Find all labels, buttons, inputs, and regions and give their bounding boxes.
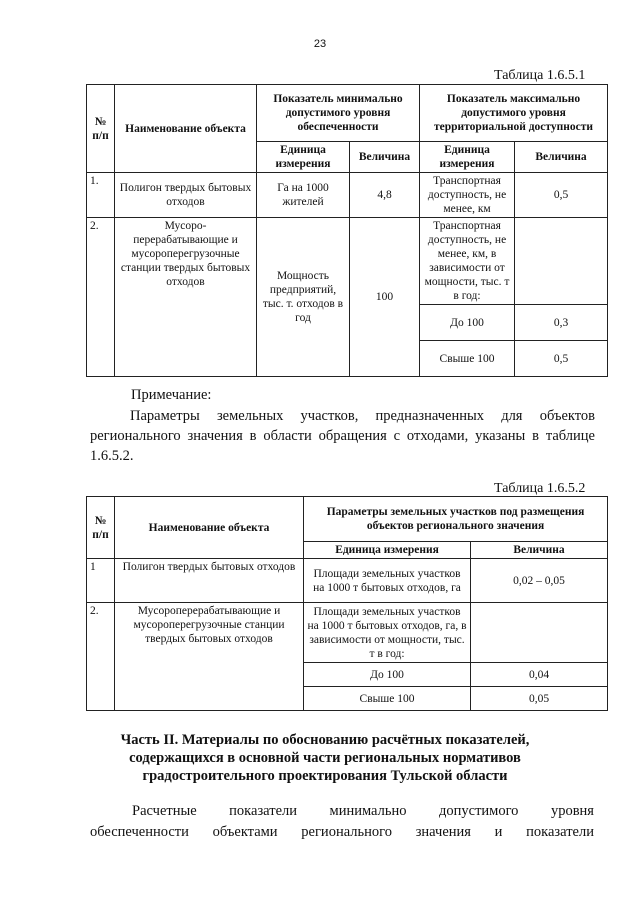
table2-caption: Таблица 1.6.5.2 xyxy=(494,481,586,496)
word: значения xyxy=(415,824,471,840)
row-unit: Площади земельных участков на 1000 т бытовых отходов, га xyxy=(304,559,471,603)
table1-header-max: Показатель максимально допустимого уровня территориальной доступности xyxy=(420,85,608,142)
table-row xyxy=(87,173,608,218)
row-name: Полигон твердых бытовых отходов xyxy=(115,173,257,218)
row-name: Полигон твердых бытовых отходов xyxy=(115,559,304,603)
row-num: 2. xyxy=(87,218,115,377)
word: уровня xyxy=(550,803,594,819)
table1-caption: Таблица 1.6.5.1 xyxy=(494,68,586,83)
table2-header-num: № п/п xyxy=(87,497,115,559)
row-min-unit: Мощность предприятий, тыс. т. отходов в год xyxy=(257,218,350,377)
paragraph-line-2 xyxy=(90,824,594,841)
row-value: 0,02 – 0,05 xyxy=(471,559,608,603)
row-value-empty xyxy=(471,603,608,663)
table1-header-name: Наименование объекта xyxy=(115,85,257,173)
table1-header-num: № п/п xyxy=(87,85,115,173)
note-title: Примечание: xyxy=(131,387,212,403)
table-row xyxy=(87,603,608,663)
row-num: 1 xyxy=(87,559,115,603)
subrow-label: До 100 xyxy=(304,663,471,687)
table1-header-min: Показатель минимально допустимого уровня обеспеченности xyxy=(257,85,420,142)
subrow-value: 0,04 xyxy=(471,663,608,687)
table1-subheader-max-unit: Единица измерения xyxy=(420,142,515,173)
row-max-value: 0,5 xyxy=(515,173,608,218)
word: допустимого xyxy=(439,803,519,819)
row-unit: Площади земельных участков на 1000 т бытовых отходов, га, в зависимости от мощности, тыс. т в год: xyxy=(304,603,471,663)
word: Расчетные xyxy=(132,803,197,819)
word: и xyxy=(494,824,503,840)
word: объектами xyxy=(212,824,278,840)
row-max-unit: Транспортная доступность, не менее, км, в зависимости от мощности, тыс. т в год: xyxy=(420,218,515,305)
row-max-unit: Транспортная доступность, не менее, км xyxy=(420,173,515,218)
table-row xyxy=(87,559,608,603)
part2-heading: Часть II. Материалы по обоснованию расчётных показателей, содержащихся в основной части региональных нормативов градостроительного проектирования Тульской области xyxy=(120,732,530,784)
row-min-value: 4,8 xyxy=(350,173,420,218)
subrow-value: 0,5 xyxy=(515,341,608,377)
page-number: 23 xyxy=(313,38,327,50)
word: минимально xyxy=(329,803,407,819)
table2 xyxy=(86,496,608,711)
table-row xyxy=(87,218,608,305)
row-num: 1. xyxy=(87,173,115,218)
table2-header-params: Параметры земельных участков под размещения объектов регионального значения xyxy=(304,497,608,542)
subrow-label: Свыше 100 xyxy=(304,687,471,711)
subrow-label: Свыше 100 xyxy=(420,341,515,377)
row-min-unit: Га на 1000 жителей xyxy=(257,173,350,218)
note-text: Параметры земельных участков, предназначенных для объектов регионального значения в области обращения с отходами, указаны в таблице 1.6.5.2. xyxy=(90,408,595,464)
row-name: Мусоро-перерабатывающие и мусороперегрузочные станции твердых бытовых отходов xyxy=(115,218,257,377)
table2-header-name: Наименование объекта xyxy=(115,497,304,559)
subrow-label: До 100 xyxy=(420,305,515,341)
word: регионального xyxy=(301,824,392,840)
word: обеспеченности xyxy=(90,824,189,840)
subrow-value: 0,3 xyxy=(515,305,608,341)
subrow-value: 0,05 xyxy=(471,687,608,711)
word: показатели xyxy=(526,824,594,840)
table1-subheader-max-value: Величина xyxy=(515,142,608,173)
table1 xyxy=(86,84,608,377)
table1-subheader-min-unit: Единица измерения xyxy=(257,142,350,173)
table1-subheader-min-value: Величина xyxy=(350,142,420,173)
row-max-value-empty xyxy=(515,218,608,305)
table2-subheader-unit: Единица измерения xyxy=(304,542,471,559)
paragraph-line-1 xyxy=(132,803,594,820)
row-num: 2. xyxy=(87,603,115,711)
row-name: Мусороперерабатывающие и мусороперегрузочные станции твердых бытовых отходов xyxy=(115,603,304,711)
row-min-value: 100 xyxy=(350,218,420,377)
table2-subheader-value: Величина xyxy=(471,542,608,559)
word: показатели xyxy=(229,803,297,819)
